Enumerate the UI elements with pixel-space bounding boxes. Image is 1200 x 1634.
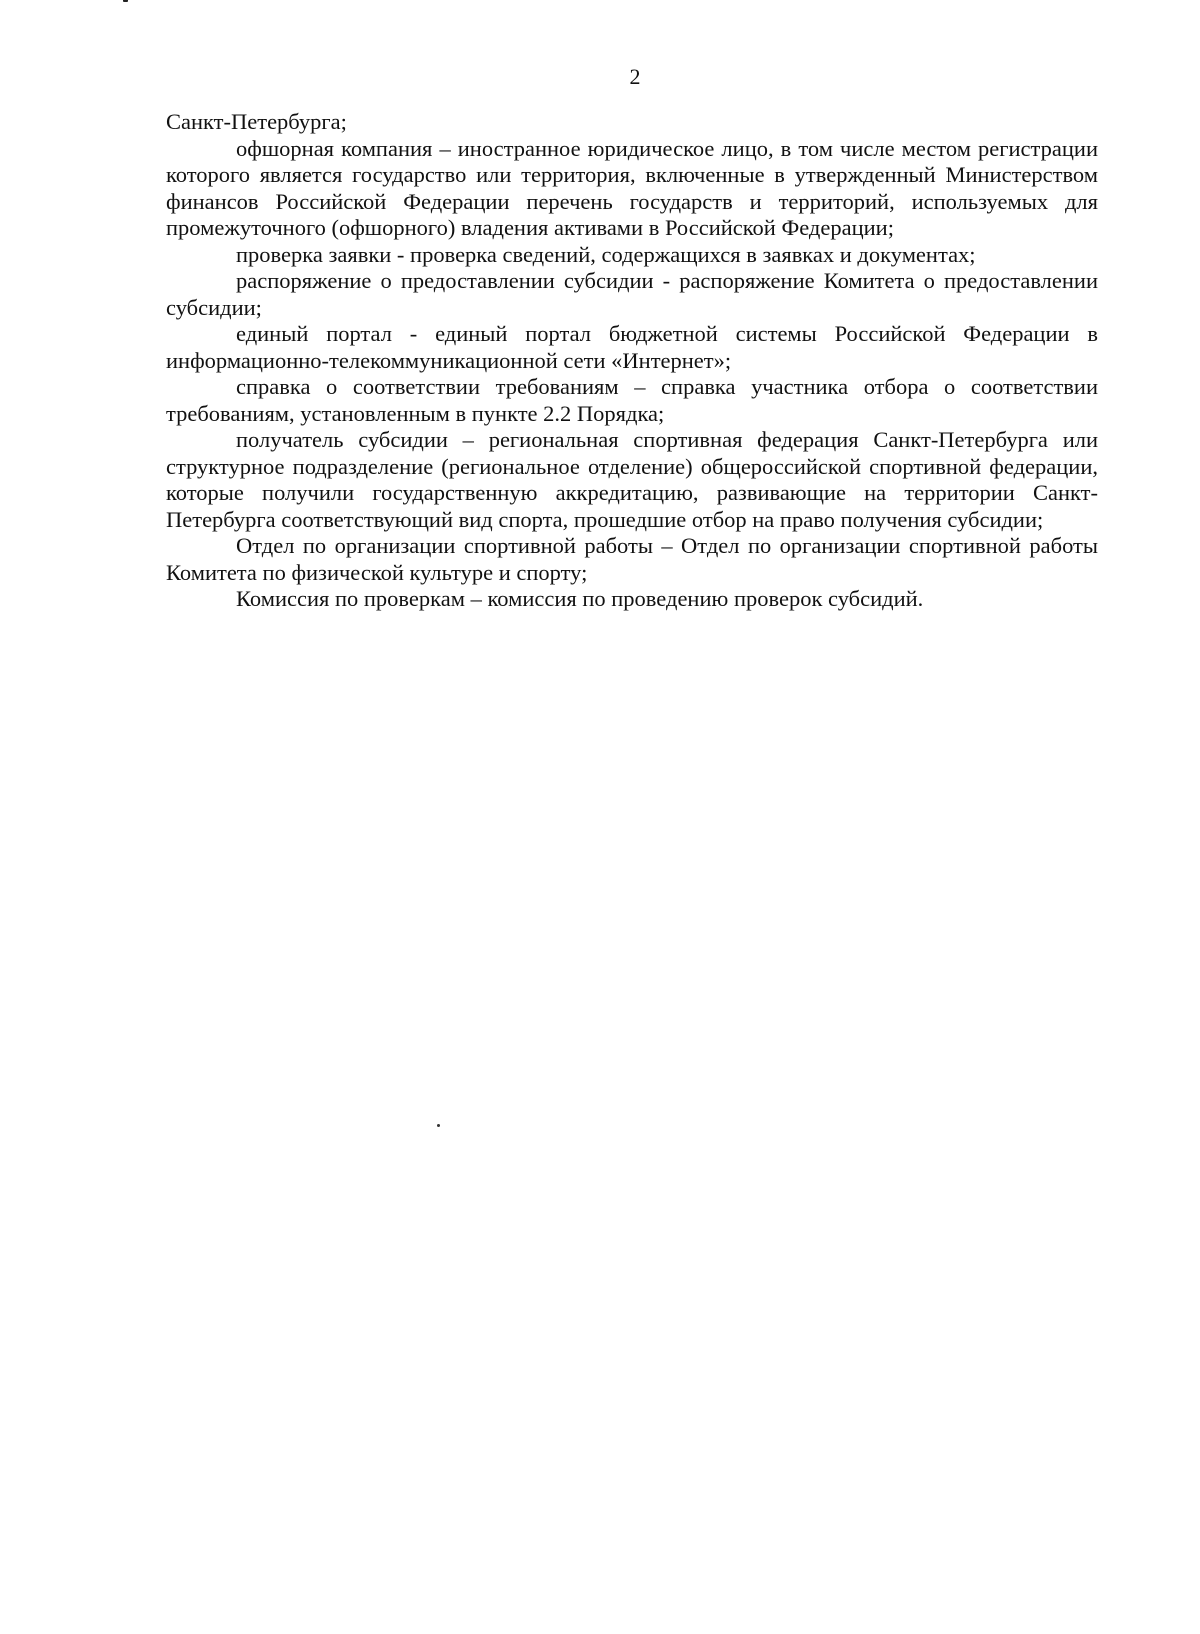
paragraph-application-check: проверка заявки - проверка сведений, содержащихся в заявках и документах; (236, 241, 976, 267)
document-body (166, 109, 1098, 613)
page-number: 2 (629, 64, 641, 89)
paragraph-subsidy-recipient: получатель субсидии – региональная спортивная федерация Санкт-Петербурга или структурное подразделение (региональное отделение) общероссийской спортивной федерации, которые получили государственную аккредитацию, развивающие на территории Санкт-Петербурга соответствующий вид спорта, прошедшие отбор на право получения субсидии; (166, 427, 1098, 532)
paragraph-offshore-company: офшорная компания – иностранное юридическое лицо, в том числе местом регистрации которого является государство или территория, включенные в утвержденный Министерством финансов Российской Федерации перечень государств и территорий, используемых для промежуточного (офшорного) владения активами в Российской Федерации; (166, 135, 1098, 240)
paragraph-inspection-commission: Комиссия по проверкам – комиссия по проведению проверок субсидий. (236, 586, 924, 611)
paragraph-continuation: Санкт-Петербурга; (166, 109, 347, 134)
paragraph-subsidy-order: распоряжение о предоставлении субсидии - распоряжение Комитета о предоставлении субсидии; (166, 268, 1098, 320)
scan-mark (123, 0, 128, 2)
paragraph-unified-portal: единый портал - единый портал бюджетной системы Российской Федерации в информационно-телекоммуникационной сети «Интернет»; (166, 321, 1098, 373)
scan-dot (437, 1124, 440, 1127)
paragraph-sports-department: Отдел по организации спортивной работы – Отдел по организации спортивной работы Комитета по физической культуре и спорту; (166, 533, 1098, 585)
paragraph-compliance-certificate: справка о соответствии требованиям – справка участника отбора о соответствии требованиям, установленным в пункте 2.2 Порядка; (166, 374, 1098, 426)
